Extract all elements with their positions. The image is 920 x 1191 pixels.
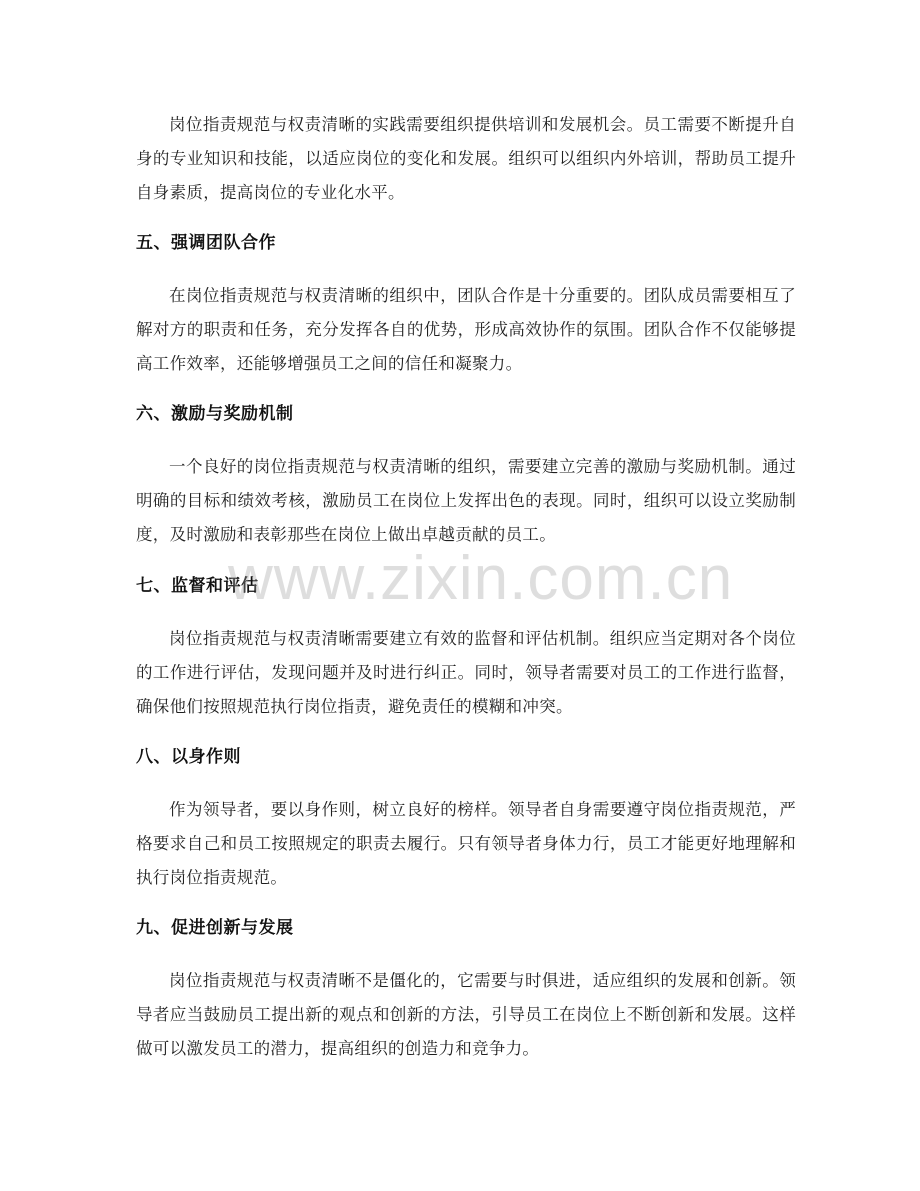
paragraph-incentive: 一个良好的岗位指责规范与权责清晰的组织，需要建立完善的激励与奖励机制。通过明确的目标和绩效考核，激励员工在岗位上发挥出色的表现。同时，组织可以设立奖励制度，及时激励和表彰那些在岗位上做出卓越贡献的员工。	[136, 457, 796, 544]
heading-teamwork: 五、强调团队合作	[136, 233, 276, 253]
heading-supervision: 七、监督和评估	[136, 576, 259, 596]
paragraph-supervision: 岗位指责规范与权责清晰需要建立有效的监督和评估机制。组织应当定期对各个岗位的工作进行评估，发现问题并及时进行纠正。同时，领导者需要对员工的工作进行监督，确保他们按照规范执行岗位指责，避免责任的模糊和冲突。	[136, 629, 796, 716]
heading-lead-by-example: 八、以身作则	[136, 747, 241, 767]
paragraph-training: 岗位指责规范与权责清晰的实践需要组织提供培训和发展机会。员工需要不断提升自身的专业知识和技能，以适应岗位的变化和发展。组织可以组织内外培训，帮助员工提升自身素质，提高岗位的专业化水平。	[136, 115, 796, 202]
paragraph-lead-by-example: 作为领导者，要以身作则，树立良好的榜样。领导者自身需要遵守岗位指责规范，严格要求自己和员工按照规定的职责去履行。只有领导者身体力行，员工才能更好地理解和执行岗位指责规范。	[136, 800, 796, 887]
paragraph-teamwork: 在岗位指责规范与权责清晰的组织中，团队合作是十分重要的。团队成员需要相互了解对方的职责和任务，充分发挥各自的优势，形成高效协作的氛围。团队合作不仅能够提高工作效率，还能够增强员工之间的信任和凝聚力。	[136, 286, 796, 373]
heading-innovation: 九、促进创新与发展	[136, 918, 294, 938]
heading-incentive: 六、激励与奖励机制	[136, 404, 294, 424]
paragraph-innovation: 岗位指责规范与权责清晰不是僵化的，它需要与时俱进，适应组织的发展和创新。领导者应当鼓励员工提出新的观点和创新的方法，引导员工在岗位上不断创新和发展。这样做可以激发员工的潜力，提高组织的创造力和竞争力。	[136, 971, 796, 1058]
watermark: www.zixin.com.cn	[228, 544, 734, 613]
